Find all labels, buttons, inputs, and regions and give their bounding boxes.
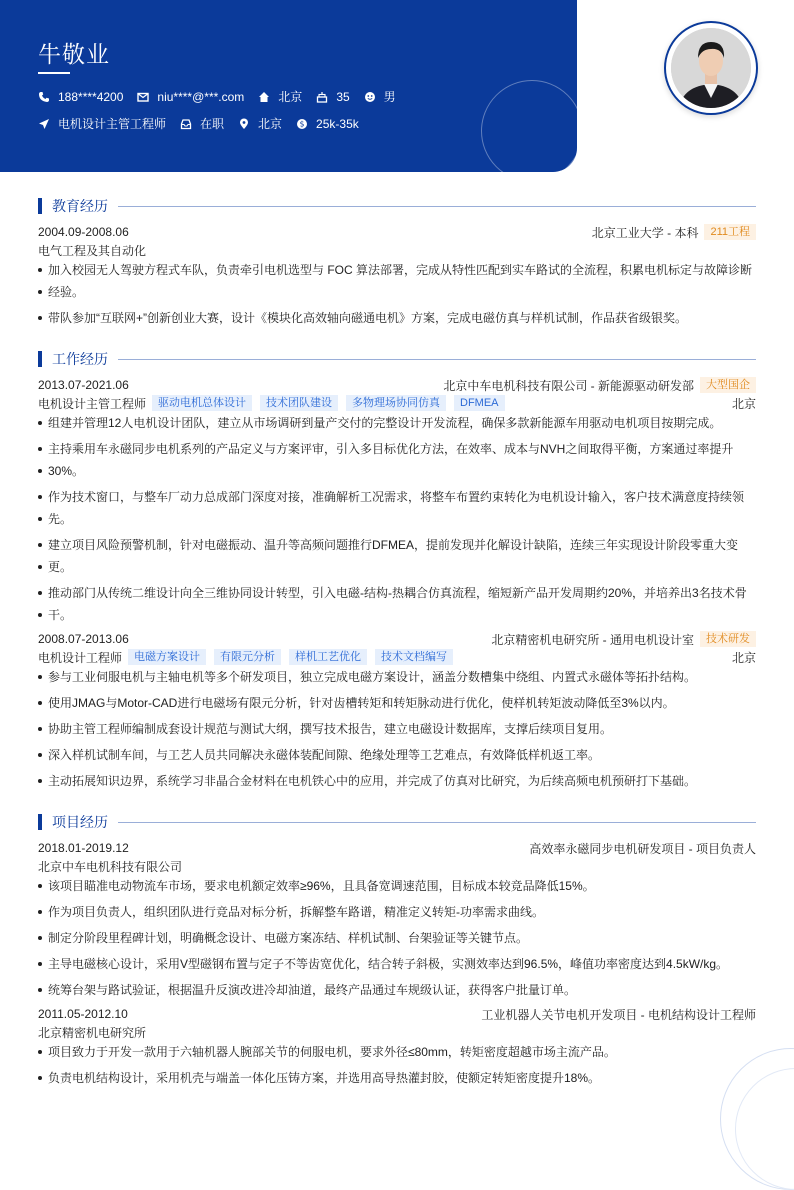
section-rule (118, 359, 756, 360)
job-tag: 大型国企 (700, 377, 756, 393)
project-bullet: 统筹台架与路试验证，根据温升反演改进冷却油道，最终产品通过车规级认证，获得客户批量订单。 (38, 979, 756, 1001)
job-bullet: 参与工业伺服电机与主轴电机等多个研发项目，独立完成电磁方案设计，涵盖分数槽集中绕组、内置式永磁体等拓扑结构。 (38, 666, 756, 688)
salary-item (296, 117, 359, 131)
target-city-item (238, 115, 282, 132)
section-title: 教育经历 (52, 198, 108, 214)
section-work (38, 349, 756, 369)
status-item (180, 115, 224, 132)
skill-tag: 样机工艺优化 (289, 649, 367, 665)
job-role: 电机设计工程师 (38, 650, 123, 665)
job-bullet: 使用JMAG与Motor-CAD进行电磁场有限元分析，针对齿槽转矩和转矩脉动进行优化，使样机转矩波动降低至3%以内。 (38, 692, 756, 714)
education-header (38, 223, 756, 241)
section-marker (38, 351, 42, 367)
phone-item (38, 90, 123, 104)
job-location: 北京 (731, 650, 756, 665)
project-period: 2018.01-2019.12 (38, 841, 129, 855)
skill-tag: 电磁方案设计 (128, 649, 206, 665)
skill-tag: 驱动电机总体设计 (152, 395, 252, 411)
project-bullet: 主导电磁核心设计，采用V型磁钢布置与定子不等齿宽优化，结合转子斜极，实测效率达到96.5%，峰值功率密度达到4.5kW/kg。 (38, 953, 756, 975)
status-text: 在职 (200, 117, 225, 131)
education-bullet: 带队参加“互联网+”创新创业大赛，设计《模块化高效轴向磁通电机》方案，完成电磁仿真与样机试制，作品获省级银奖。 (38, 307, 756, 329)
gender-item (364, 88, 396, 105)
target-role-text: 电机设计主管工程师 (58, 117, 167, 131)
section-education (38, 196, 756, 216)
project-bullet: 负责电机结构设计，采用机壳与端盖一体化压铸方案，并选用高导热灌封胶，使额定转矩密度提升18%。 (38, 1067, 756, 1089)
candidate-name: 牛敬业 (38, 41, 110, 67)
job-role: 电机设计主管工程师 (38, 396, 147, 411)
phone-text: 188****4200 (58, 89, 124, 104)
money-icon (296, 118, 308, 130)
age-text: 35 (336, 89, 350, 104)
city-item (258, 88, 302, 105)
job-bullet-continued: 先。 (38, 508, 756, 530)
project-org: 北京中车电机科技有限公司 (38, 859, 183, 874)
job-bullet: 深入样机试制车间，与工艺人员共同解决永磁体装配间隙、绝缘处理等工艺难点，有效降低样机返工率。 (38, 744, 756, 766)
job-header (38, 376, 756, 394)
project-bullet: 制定分阶段里程碑计划，明确概念设计、电磁方案冻结、样机试制、台架验证等关键节点。 (38, 927, 756, 949)
salary-text: 25k-35k (316, 116, 359, 131)
project-header (38, 839, 756, 857)
project-name: 高效率永磁同步电机研发项目 - 项目负责人 (529, 841, 756, 856)
skill-tag: 多物理场协同仿真 (346, 395, 446, 411)
project-org-row (38, 857, 756, 875)
section-marker (38, 198, 42, 214)
job-header (38, 630, 756, 648)
job-location: 北京 (731, 396, 756, 411)
city-text: 北京 (278, 90, 303, 104)
education-major-row (38, 241, 756, 259)
name-underline (38, 72, 70, 74)
avatar-frame (664, 21, 758, 115)
job-bullet-continued: 干。 (38, 604, 756, 626)
job-bullet: 推动部门从传统二维设计向全三维协同设计转型，引入电磁-结构-热耦合仿真流程，缩短新产品开发周期约20%，并培养出3名技术骨 (38, 582, 756, 604)
gender-icon (364, 91, 376, 103)
section-projects (38, 812, 756, 832)
section-rule (118, 822, 756, 823)
decorative-circle (481, 80, 577, 172)
project-bullet: 作为项目负责人，组织团队进行竞品对标分析，拆解整车路谱，精准定义转矩-功率需求曲线。 (38, 901, 756, 923)
project-org-row (38, 1023, 756, 1041)
header-banner (0, 0, 577, 172)
project-org: 北京精密机电研究所 (38, 1025, 147, 1040)
education-period: 2004.09-2008.06 (38, 225, 129, 239)
location-pin-icon (238, 118, 250, 130)
target-city-text: 北京 (258, 117, 283, 131)
education-tag: 211工程 (704, 224, 756, 240)
phone-icon (38, 91, 50, 103)
job-intent-row (38, 115, 373, 132)
job-company: 北京中车电机科技有限公司 - 新能源驱动研发部 (443, 378, 694, 393)
cake-icon (316, 91, 328, 103)
job-bullet: 协助主管工程师编制成套设计规范与测试大纲，撰写技术报告，建立电磁设计数据库，支撑后续项目复用。 (38, 718, 756, 740)
job-bullet: 主持乘用车永磁同步电机系列的产品定义与方案评审，引入多目标优化方法，在效率、成本与NVH之间取得平衡，方案通过率提升 (38, 438, 756, 460)
education-bullet: 加入校园无人驾驶方程式车队，负责牵引电机选型与 FOC 算法部署，完成从特性匹配到实车路试的全流程，积累电机标定与故障诊断 (38, 259, 756, 281)
skill-tag: 技术团队建设 (260, 395, 338, 411)
email-item (137, 90, 244, 104)
gender-text: 男 (383, 90, 396, 104)
email-icon (137, 91, 149, 103)
job-period: 2008.07-2013.06 (38, 632, 129, 646)
project-period: 2011.05-2012.10 (38, 1007, 128, 1021)
project-bullet: 该项目瞄准电动物流车市场，要求电机额定效率≥96%，且具备宽调速范围，目标成本较竞品降低15%。 (38, 875, 756, 897)
age-item (316, 90, 349, 104)
send-icon (38, 118, 50, 130)
email-text: niu****@***.com (157, 89, 245, 104)
job-bullet: 建立项目风险预警机制，针对电磁振动、温升等高频问题推行DFMEA，提前发现并化解设计缺陷，连续三年实现设计阶段零重大变 (38, 534, 756, 556)
skill-tag: DFMEA (454, 395, 505, 411)
job-role-row (38, 648, 756, 666)
education-major: 电气工程及其自动化 (38, 243, 147, 258)
contact-row (38, 88, 410, 105)
section-title: 项目经历 (52, 814, 108, 830)
skill-tag: 技术文档编写 (375, 649, 453, 665)
project-bullet: 项目致力于开发一款用于六轴机器人腕部关节的伺服电机，要求外径≤80mm，转矩密度超越市场主流产品。 (38, 1041, 756, 1063)
project-header (38, 1005, 756, 1023)
job-bullet-continued: 更。 (38, 556, 756, 578)
avatar-photo (671, 28, 751, 108)
job-company: 北京精密机电研究所 - 通用电机设计室 (491, 632, 694, 647)
home-icon (258, 91, 270, 103)
job-bullet-continued: 30%。 (38, 460, 756, 482)
education-bullet-continued: 经验。 (38, 281, 756, 303)
section-rule (118, 206, 756, 207)
avatar (671, 28, 751, 108)
job-bullet: 主动拓展知识边界，系统学习非晶合金材料在电机铁心中的应用，并完成了仿真对比研究，为后续高频电机预研打下基础。 (38, 770, 756, 792)
project-name: 工业机器人关节电机开发项目 - 电机结构设计工程师 (481, 1007, 756, 1022)
job-period: 2013.07-2021.06 (38, 378, 129, 392)
job-role-row (38, 394, 756, 412)
section-title: 工作经历 (52, 351, 108, 367)
job-tag: 技术研发 (700, 631, 756, 647)
inbox-icon (180, 118, 192, 130)
target-role-item (38, 115, 166, 132)
skill-tag: 有限元分析 (214, 649, 281, 665)
job-bullet: 组建并管理12人电机设计团队，建立从市场调研到量产交付的完整设计开发流程，确保多款新能源车用驱动电机项目按期完成。 (38, 412, 756, 434)
svg-text:$: $ (299, 119, 305, 129)
education-school: 北京工业大学 - 本科 (591, 225, 699, 240)
section-marker (38, 814, 42, 830)
job-bullet: 作为技术窗口，与整车厂动力总成部门深度对接，准确解析工况需求，将整车布置约束转化为电机设计输入，客户技术满意度持续领 (38, 486, 756, 508)
